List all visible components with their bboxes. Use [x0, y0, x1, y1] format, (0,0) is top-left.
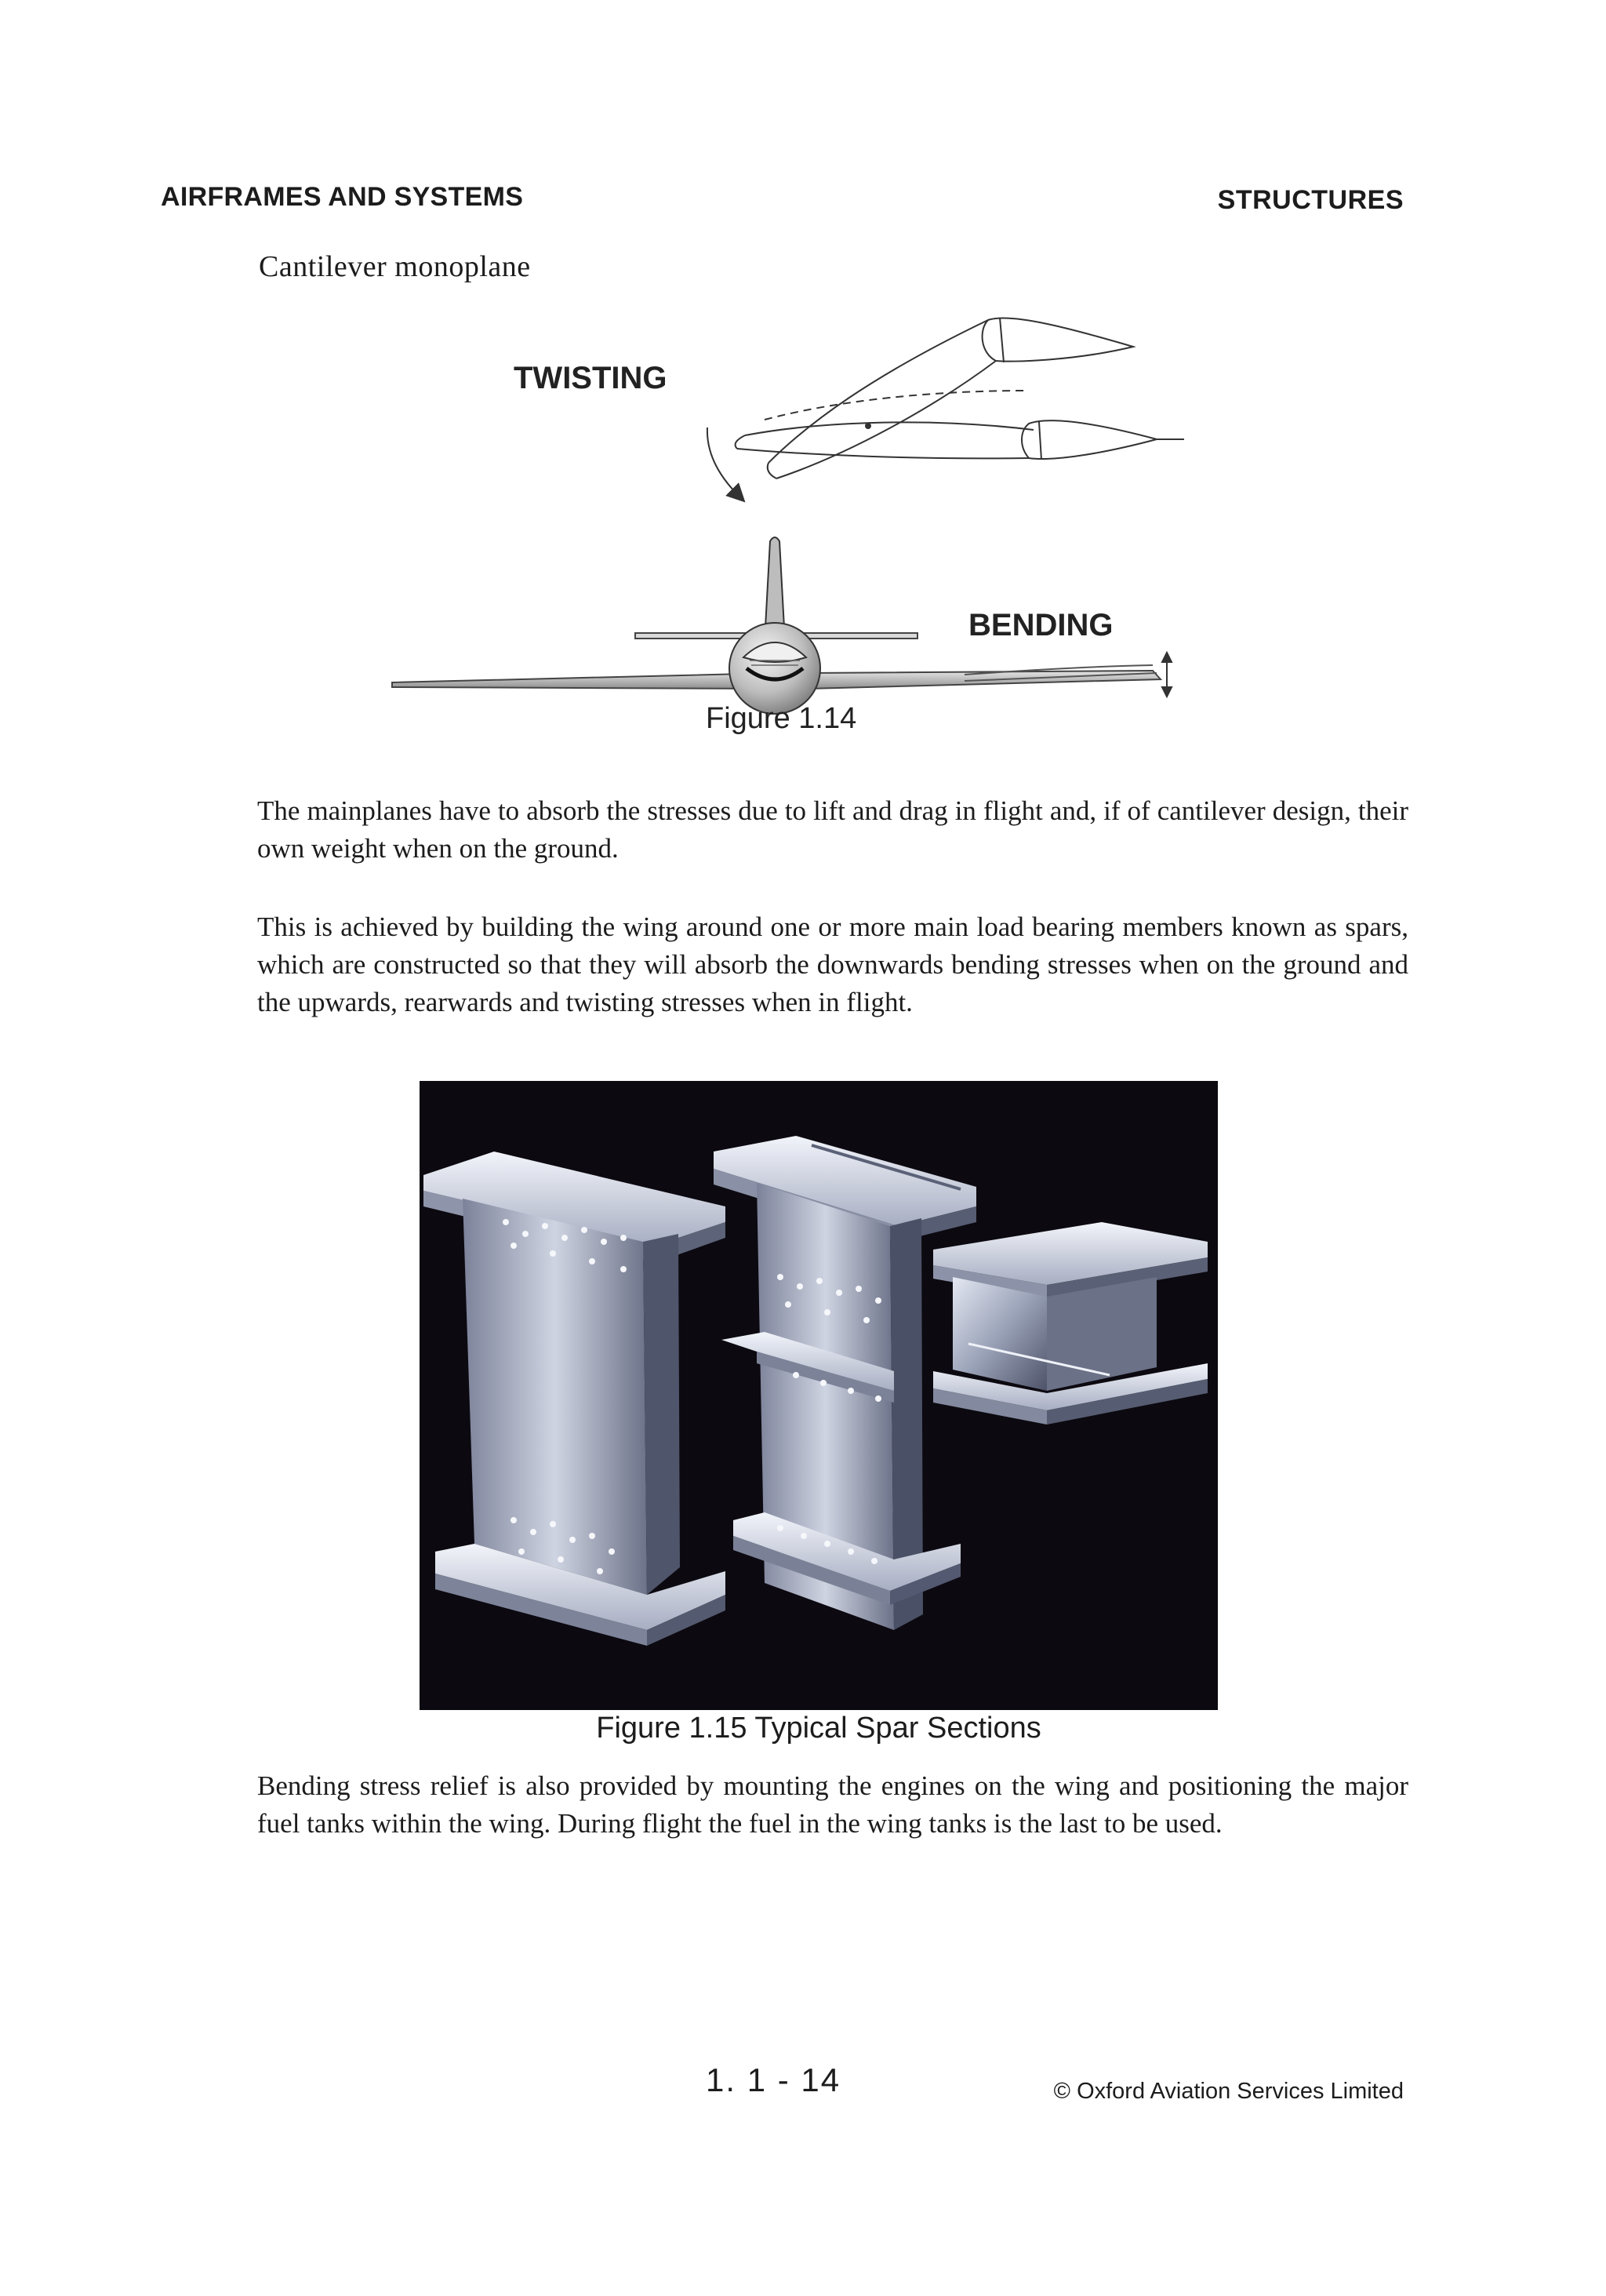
paragraph-spars: This is achieved by building the wing around one or more main load bearing members known as spars, which are constructed so that they will absorb the downwards bending stresses when on the ground and the upwards, rearwards and twisting stresses when in flight. — [257, 911, 1408, 1017]
figure-1-14-caption: Figure 1.14 — [706, 702, 857, 735]
twisting-pointer-arrow — [707, 428, 739, 496]
page-number: 1. 1 - 14 — [706, 2061, 841, 2098]
section-title: Cantilever monoplane — [259, 250, 531, 283]
paragraph-bending-relief: Bending stress relief is also provided by mounting the engines on the wing and positioning the major fuel tanks within the wing. During flight the fuel in the wing tanks is the last to be used. — [257, 1770, 1408, 1839]
twisting-label: TWISTING — [514, 361, 667, 395]
bending-label: BENDING — [968, 608, 1114, 642]
bending-arrow — [1162, 653, 1172, 697]
figure-spar-sections-image — [420, 1081, 1218, 1710]
running-header-left: AIRFRAMES AND SYSTEMS — [161, 182, 524, 212]
figure-cantilever-monoplane — [369, 298, 1215, 737]
twisted-wing-sketch — [736, 318, 1184, 478]
copyright-notice: © Oxford Aviation Services Limited — [1053, 2079, 1404, 2104]
paragraph-mainplanes: The mainplanes have to absorb the stresses due to lift and drag in flight and, if of cantilever design, their own weight when on the ground. — [257, 795, 1408, 864]
running-header-right: STRUCTURES — [1217, 185, 1404, 215]
figure-1-15-caption: Figure 1.15 Typical Spar Sections — [596, 1712, 1041, 1745]
